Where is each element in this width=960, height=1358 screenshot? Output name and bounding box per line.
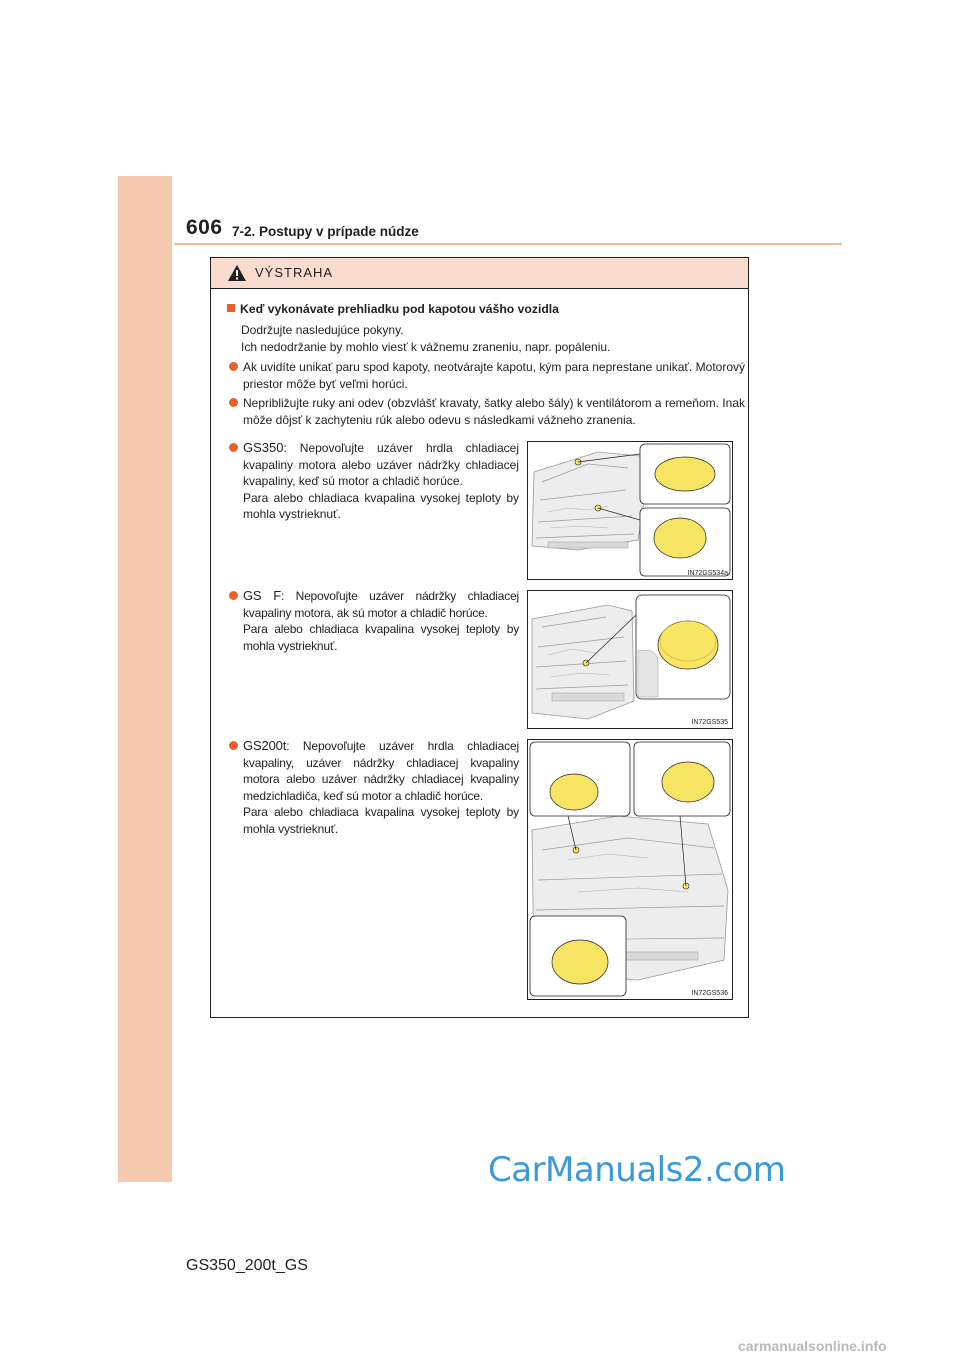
warning-triangle-icon xyxy=(227,264,247,282)
item-text-2: Para alebo chladiaca kvapalina vysokej teploty by mohla vystrieknuť. xyxy=(243,622,519,653)
engine-illustration-icon xyxy=(528,740,732,999)
engine-illustration-icon xyxy=(528,591,732,728)
page-number: 606 xyxy=(186,216,223,239)
bullet-gsf xyxy=(229,588,519,654)
round-bullet-icon xyxy=(229,398,238,407)
watermark-carmanualsonline: carmanualsonline.info xyxy=(738,1338,887,1354)
bullet-gs200t xyxy=(229,738,519,837)
figure-code: IN72GS536 xyxy=(691,990,728,997)
model-label: GS F xyxy=(243,588,281,603)
intro-line: Dodržujte nasledujúce pokyny. xyxy=(241,323,404,337)
bullet-steam xyxy=(229,359,745,392)
item-text-2: Para alebo chladiaca kvapalina vysokej teploty by mohla vystrieknuť. xyxy=(243,490,519,521)
figure-gs350-engine xyxy=(527,441,733,580)
square-bullet-icon xyxy=(227,304,235,312)
round-bullet-icon xyxy=(229,591,238,600)
section-title: 7-2. Postupy v prípade núdze xyxy=(232,224,419,239)
chapter-side-tab xyxy=(118,176,172,1182)
item-text: : Nepovoľujte uzáver nádržky chladiacej kvapaliny motora, ak sú motor a chladič horúce. xyxy=(243,589,519,620)
figure-code: IN72GS535 xyxy=(691,719,728,726)
warning-box xyxy=(210,257,749,1018)
round-bullet-icon xyxy=(229,443,238,452)
warning-header xyxy=(211,258,748,289)
engine-illustration-icon xyxy=(528,442,732,579)
warning-heading xyxy=(227,302,559,316)
bullet-fans-belts xyxy=(229,395,745,428)
round-bullet-icon xyxy=(229,362,238,371)
watermark-carmanuals2: CarManuals2.com xyxy=(488,1150,786,1190)
warning-intro xyxy=(241,322,610,356)
figure-code: IN72GS534a xyxy=(687,570,728,577)
bullet-text: Nepribližujte ruky ani odev (obzvlášť kravaty, šatky alebo šály) k ventilátorom a remeňom. Inak môže dôjsť k zachyteniu rúk alebo odevu s následkami vážneho zranenia. xyxy=(243,396,745,427)
intro-line: Ich nedodržanie by mohlo viesť k vážnemu zraneniu, napr. popáleniu. xyxy=(241,340,611,354)
round-bullet-icon xyxy=(229,741,238,750)
figure-gs200t-engine xyxy=(527,739,733,1000)
model-label: GS200t xyxy=(243,738,287,753)
bullet-gs350 xyxy=(229,440,519,523)
footer-model-code: GS350_200t_GS xyxy=(186,1257,308,1274)
item-text-2: Para alebo chladiaca kvapalina vysokej teploty by mohla vystrieknuť. xyxy=(243,805,519,836)
item-text: : Nepovoľujte uzáver hrdla chladiacej kvapaliny, uzáver nádržky chladiacej kvapaliny motora alebo uzáver nádržky chladiacej kvapaliny medzichladiča, keď sú motor a chladič horúce. xyxy=(243,739,519,803)
model-label: GS350 xyxy=(243,440,284,455)
bullet-text: Ak uvidíte unikať paru spod kapoty, neotvárajte kapotu, kým para neprestane unikať. Motorový priestor môže byť veľmi horúci. xyxy=(243,360,745,391)
figure-gsf-engine xyxy=(527,590,733,729)
warning-title: VÝSTRAHA xyxy=(255,265,334,280)
header-rule xyxy=(174,243,842,245)
warning-heading-text: Keď vykonávate prehliadku pod kapotou vášho vozidla xyxy=(240,302,559,316)
item-text: : Nepovoľujte uzáver hrdla chladiacej kvapaliny motora alebo uzáver nádržky chladiacej kvapaliny, keď sú motor a chladič horúce. xyxy=(243,441,519,488)
